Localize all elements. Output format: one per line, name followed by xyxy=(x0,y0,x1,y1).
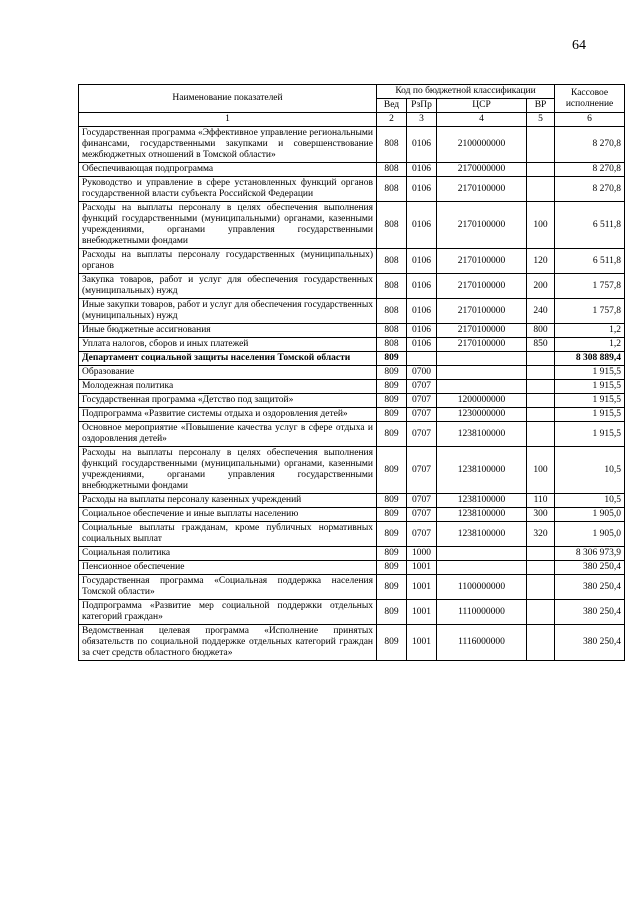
row-rzpr: 1001 xyxy=(407,625,437,661)
column-number: 1 xyxy=(79,113,377,127)
row-name: Пенсионное обеспечение xyxy=(79,561,377,575)
column-number: 2 xyxy=(377,113,407,127)
row-ved: 809 xyxy=(377,408,407,422)
row-csr: 1238100000 xyxy=(437,422,527,447)
row-rzpr: 1000 xyxy=(407,547,437,561)
row-vr: 850 xyxy=(527,338,555,352)
row-csr: 1200000000 xyxy=(437,394,527,408)
row-name: Социальное обеспечение и иные выплаты населению xyxy=(79,508,377,522)
row-rzpr: 0106 xyxy=(407,324,437,338)
row-amount: 1 915,5 xyxy=(555,366,625,380)
table-row xyxy=(79,366,625,380)
row-amount: 10,5 xyxy=(555,494,625,508)
row-ved: 809 xyxy=(377,625,407,661)
row-csr xyxy=(437,547,527,561)
row-ved: 808 xyxy=(377,177,407,202)
table-row xyxy=(79,299,625,324)
table-row xyxy=(79,625,625,661)
row-csr: 1238100000 xyxy=(437,508,527,522)
row-rzpr: 0106 xyxy=(407,202,437,249)
row-name: Государственная программа «Детство под защитой» xyxy=(79,394,377,408)
row-vr xyxy=(527,575,555,600)
row-name: Расходы на выплаты персоналу в целях обеспечения выполнения функций государственными (муниципальными) органами, казенными учреждениями, органами управления государственными внебюджетными фондами xyxy=(79,447,377,494)
row-vr xyxy=(527,380,555,394)
row-rzpr: 0707 xyxy=(407,494,437,508)
row-csr: 2170100000 xyxy=(437,324,527,338)
row-amount: 380 250,4 xyxy=(555,600,625,625)
table-row xyxy=(79,408,625,422)
row-vr: 110 xyxy=(527,494,555,508)
row-vr xyxy=(527,366,555,380)
row-rzpr: 1001 xyxy=(407,600,437,625)
table-row xyxy=(79,508,625,522)
row-name: Государственная программа «Эффективное управление региональными финансами, государственными закупками и совершенствование межбюджетных отношений в Томской области» xyxy=(79,127,377,163)
row-name: Закупка товаров, работ и услуг для обеспечения государственных (муниципальных) нужд xyxy=(79,274,377,299)
page-number: 64 xyxy=(572,38,586,53)
row-amount: 8 308 889,4 xyxy=(555,352,625,366)
table-row xyxy=(79,447,625,494)
row-amount: 1 757,8 xyxy=(555,299,625,324)
row-ved: 809 xyxy=(377,394,407,408)
row-name: Руководство и управление в сфере установленных функций органов государственной власти субъекта Российской Федерации xyxy=(79,177,377,202)
table-row xyxy=(79,600,625,625)
row-name: Образование xyxy=(79,366,377,380)
table-row xyxy=(79,324,625,338)
row-csr: 1100000000 xyxy=(437,575,527,600)
row-ved: 808 xyxy=(377,127,407,163)
row-amount: 380 250,4 xyxy=(555,575,625,600)
row-rzpr: 0707 xyxy=(407,408,437,422)
row-ved: 809 xyxy=(377,575,407,600)
row-rzpr: 0106 xyxy=(407,127,437,163)
row-vr: 100 xyxy=(527,202,555,249)
row-csr xyxy=(437,380,527,394)
row-ved: 809 xyxy=(377,561,407,575)
row-vr xyxy=(527,625,555,661)
row-ved: 809 xyxy=(377,380,407,394)
row-vr xyxy=(527,422,555,447)
row-csr xyxy=(437,366,527,380)
row-ved: 809 xyxy=(377,508,407,522)
table-row xyxy=(79,163,625,177)
row-vr xyxy=(527,600,555,625)
row-csr xyxy=(437,352,527,366)
table-row xyxy=(79,338,625,352)
row-name: Молодежная политика xyxy=(79,380,377,394)
row-csr: 2170100000 xyxy=(437,249,527,274)
row-vr xyxy=(527,163,555,177)
row-ved: 809 xyxy=(377,547,407,561)
table-row xyxy=(79,177,625,202)
row-vr xyxy=(527,408,555,422)
row-rzpr: 0106 xyxy=(407,274,437,299)
header-vr: ВР xyxy=(527,99,555,113)
row-rzpr: 0707 xyxy=(407,394,437,408)
row-csr: 2170100000 xyxy=(437,299,527,324)
row-name: Социальная политика xyxy=(79,547,377,561)
row-ved: 809 xyxy=(377,366,407,380)
row-vr xyxy=(527,394,555,408)
table-row xyxy=(79,394,625,408)
row-amount: 8 306 973,9 xyxy=(555,547,625,561)
header-ved: Вед xyxy=(377,99,407,113)
row-vr: 320 xyxy=(527,522,555,547)
table-row xyxy=(79,352,625,366)
column-number: 4 xyxy=(437,113,527,127)
row-rzpr: 0707 xyxy=(407,422,437,447)
row-rzpr: 0106 xyxy=(407,299,437,324)
row-vr xyxy=(527,352,555,366)
row-ved: 809 xyxy=(377,522,407,547)
row-name: Социальные выплаты гражданам, кроме публичных нормативных социальных выплат xyxy=(79,522,377,547)
row-rzpr: 0707 xyxy=(407,508,437,522)
header-rzpr: РзПр xyxy=(407,99,437,113)
row-ved: 808 xyxy=(377,274,407,299)
row-name: Расходы на выплаты персоналу в целях обеспечения выполнения функций государственными (муниципальными) органами, казенными учреждениями, органами управления государственными внебюджетными фондами xyxy=(79,202,377,249)
row-ved: 808 xyxy=(377,338,407,352)
row-ved: 809 xyxy=(377,447,407,494)
row-amount: 1 915,5 xyxy=(555,422,625,447)
row-name: Расходы на выплаты персоналу казенных учреждений xyxy=(79,494,377,508)
row-rzpr: 0700 xyxy=(407,366,437,380)
row-vr xyxy=(527,561,555,575)
row-name: Подпрограмма «Развитие мер социальной поддержки отдельных категорий граждан» xyxy=(79,600,377,625)
row-amount: 6 511,8 xyxy=(555,202,625,249)
row-amount: 1 915,5 xyxy=(555,394,625,408)
row-name: Государственная программа «Социальная поддержка населения Томской области» xyxy=(79,575,377,600)
header-name: Наименование показателей xyxy=(79,85,377,113)
row-rzpr: 0707 xyxy=(407,447,437,494)
row-csr: 2170100000 xyxy=(437,202,527,249)
row-name: Иные бюджетные ассигнования xyxy=(79,324,377,338)
row-amount: 6 511,8 xyxy=(555,249,625,274)
row-name: Уплата налогов, сборов и иных платежей xyxy=(79,338,377,352)
row-ved: 809 xyxy=(377,494,407,508)
row-csr: 1110000000 xyxy=(437,600,527,625)
row-amount: 1 915,5 xyxy=(555,408,625,422)
row-vr: 100 xyxy=(527,447,555,494)
row-rzpr: 1001 xyxy=(407,561,437,575)
row-csr: 1238100000 xyxy=(437,447,527,494)
row-rzpr: 1001 xyxy=(407,575,437,600)
row-csr: 1238100000 xyxy=(437,522,527,547)
row-vr: 120 xyxy=(527,249,555,274)
row-name: Обеспечивающая подпрограмма xyxy=(79,163,377,177)
row-name: Департамент социальной защиты населения Томской области xyxy=(79,352,377,366)
table-row xyxy=(79,494,625,508)
row-csr xyxy=(437,561,527,575)
row-rzpr: 0106 xyxy=(407,338,437,352)
row-vr: 200 xyxy=(527,274,555,299)
row-amount: 1 905,0 xyxy=(555,522,625,547)
table-row xyxy=(79,422,625,447)
table-row xyxy=(79,202,625,249)
row-ved: 809 xyxy=(377,422,407,447)
table-row xyxy=(79,380,625,394)
row-amount: 1 757,8 xyxy=(555,274,625,299)
row-ved: 808 xyxy=(377,299,407,324)
table-row xyxy=(79,274,625,299)
row-vr: 300 xyxy=(527,508,555,522)
table-row xyxy=(79,561,625,575)
column-number: 6 xyxy=(555,113,625,127)
row-amount: 8 270,8 xyxy=(555,177,625,202)
row-vr xyxy=(527,177,555,202)
table-row xyxy=(79,522,625,547)
table-row xyxy=(79,249,625,274)
row-amount: 380 250,4 xyxy=(555,561,625,575)
row-csr: 2170100000 xyxy=(437,274,527,299)
table-row xyxy=(79,127,625,163)
row-csr: 1230000000 xyxy=(437,408,527,422)
row-ved: 808 xyxy=(377,249,407,274)
row-amount: 1 915,5 xyxy=(555,380,625,394)
row-csr: 2170100000 xyxy=(437,177,527,202)
table-row xyxy=(79,547,625,561)
row-amount: 380 250,4 xyxy=(555,625,625,661)
row-amount: 1,2 xyxy=(555,324,625,338)
row-csr: 2100000000 xyxy=(437,127,527,163)
budget-table xyxy=(78,84,625,661)
table-row xyxy=(79,575,625,600)
column-number: 5 xyxy=(527,113,555,127)
header-csr: ЦСР xyxy=(437,99,527,113)
row-vr xyxy=(527,127,555,163)
row-name: Ведомственная целевая программа «Исполнение принятых обязательств по социальной поддержке отдельных категорий граждан за счет средств областного бюджета» xyxy=(79,625,377,661)
row-rzpr xyxy=(407,352,437,366)
row-csr: 1116000000 xyxy=(437,625,527,661)
row-ved: 808 xyxy=(377,163,407,177)
row-vr xyxy=(527,547,555,561)
row-ved: 808 xyxy=(377,202,407,249)
row-ved: 809 xyxy=(377,600,407,625)
row-name: Основное мероприятие «Повышение качества услуг в сфере отдыха и оздоровления детей» xyxy=(79,422,377,447)
row-amount: 8 270,8 xyxy=(555,163,625,177)
row-ved: 808 xyxy=(377,324,407,338)
row-name: Иные закупки товаров, работ и услуг для обеспечения государственных (муниципальных) нужд xyxy=(79,299,377,324)
row-vr: 800 xyxy=(527,324,555,338)
column-number: 3 xyxy=(407,113,437,127)
row-amount: 1,2 xyxy=(555,338,625,352)
row-name: Подпрограмма «Развитие системы отдыха и оздоровления детей» xyxy=(79,408,377,422)
row-vr: 240 xyxy=(527,299,555,324)
row-rzpr: 0106 xyxy=(407,163,437,177)
row-amount: 8 270,8 xyxy=(555,127,625,163)
row-rzpr: 0106 xyxy=(407,177,437,202)
row-amount: 10,5 xyxy=(555,447,625,494)
row-amount: 1 905,0 xyxy=(555,508,625,522)
row-rzpr: 0707 xyxy=(407,522,437,547)
row-name: Расходы на выплаты персоналу государственных (муниципальных) органов xyxy=(79,249,377,274)
header-code-group: Код по бюджетной классификации xyxy=(377,85,555,99)
row-csr: 2170000000 xyxy=(437,163,527,177)
row-csr: 1238100000 xyxy=(437,494,527,508)
row-csr: 2170100000 xyxy=(437,338,527,352)
row-rzpr: 0707 xyxy=(407,380,437,394)
header-cash-execution: Кассовое исполнение xyxy=(555,85,625,113)
row-rzpr: 0106 xyxy=(407,249,437,274)
row-ved: 809 xyxy=(377,352,407,366)
